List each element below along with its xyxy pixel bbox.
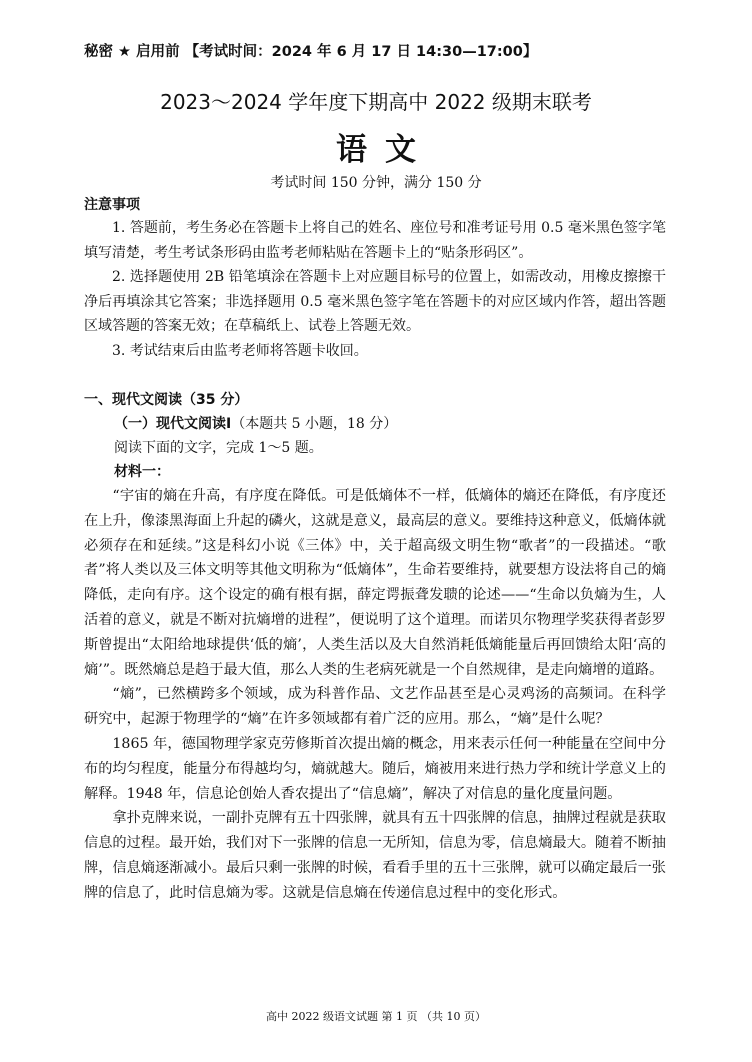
page-footer: 高中 2022 级语文试题 第 1 页 （共 10 页） (266, 1010, 486, 1023)
notice-item: 2. 选择题使用 2B 铅笔填涂在答题卡上对应题目标号的位置上，如需改动，用橡皮擦擦干净后再填涂其它答案；非选择题用 0.5 毫米黑色签字笔在答题卡的对应区域内作答，超出答题区域答题的答案无效；在草稿纸上、试卷上答题无效。 (84, 269, 666, 334)
subsection-label: （一）现代文阅读Ⅰ (114, 416, 232, 432)
material-body (84, 484, 666, 906)
material-label: 材料一： (114, 464, 170, 480)
body-paragraph: 拿扑克牌来说，一副扑克牌有五十四张牌，就具有五十四张牌的信息，抽牌过程就是获取信息的过程。最开始，我们对下一张牌的信息一无所知，信息为零，信息熵最大。随着不断抽牌，信息熵逐渐减小。最后只剩一张牌的时候，看看手里的五十三张牌，就可以确定最后一张牌的信息了，此时信息熵为零。这就是信息熵在传递信息过程中的变化形式。 (84, 810, 666, 901)
body-paragraph: “熵”，已然横跨多个领域，成为科普作品、文艺作品甚至是心灵鸡汤的高频词。在科学研究中，起源于物理学的“熵”在许多领域都有着广泛的应用。那么，“熵”是什么呢？ (84, 686, 666, 728)
notices-list (84, 216, 666, 363)
exam-info: 考试时间 150 分钟，满分 150 分 (270, 175, 482, 191)
reading-instruction: 阅读下面的文字，完成 1～5 题。 (114, 440, 323, 456)
confidential-header: 秘密 ★ 启用前 【考试时间：2024 年 6 月 17 日 14:30—17:00】 (84, 44, 538, 60)
subject-title: 语文 (336, 132, 434, 168)
notices-title: 注意事项 (84, 197, 140, 213)
notice-item: 1. 答题前，考生务必在答题卡上将自己的姓名、座位号和准考证号用 0.5 毫米黑色签字笔填写清楚，考生考试条形码由监考老师粘贴在答题卡上的“贴条形码区”。 (84, 220, 666, 261)
subsection-note: （本题共 5 小题，18 分） (231, 416, 398, 432)
body-paragraph: “宇宙的熵在升高，有序度在降低。可是低熵体不一样，低熵体的熵还在降低，有序度还在上升，像漆黑海面上升起的磷火，这就是意义，最高层的意义。要维持这种意义，低熵体就必须存在和延续。”这是科幻小说《三体》中，关于超高级文明生物“歌者”的一段描述。“歌者”将人类以及三体文明等其他文明称为“低熵体”，生命若要维持，就要想方设法将自己的熵降低，走向有序。这个设定的确有根有据，薛定谔振聋发聩的论述——“生命以负熵为生，人活着的意义，就是不断对抗熵增的进程”，便说明了这个道理。而诺贝尔物理学奖获得者彭罗斯曾提出“太阳给地球提供‘低的熵’，人类生活以及大自然消耗低熵能量后再回馈给太阳‘高的熵’”。既然熵总是趋于最大值，那么人类的生老病死就是一个自然规律，是走向熵增的道路。 (84, 488, 666, 678)
exam-title: 2023～2024 学年度下期高中 2022 级期末联考 (160, 90, 592, 114)
subsection-heading (114, 413, 397, 433)
section-heading: 一、现代文阅读（35 分） (84, 392, 249, 408)
notice-item: 3. 考试结束后由监考老师将答题卡收回。 (112, 342, 368, 359)
body-paragraph: 1865 年，德国物理学家克劳修斯首次提出熵的概念，用来表示任何一种能量在空间中分布的均匀程度，能量分布得越均匀，熵就越大。随后，熵被用来进行热力学和统计学意义上的解释。1948 年，信息论创始人香农提出了“信息熵”，解决了对信息的量化度量问题。 (84, 735, 666, 802)
